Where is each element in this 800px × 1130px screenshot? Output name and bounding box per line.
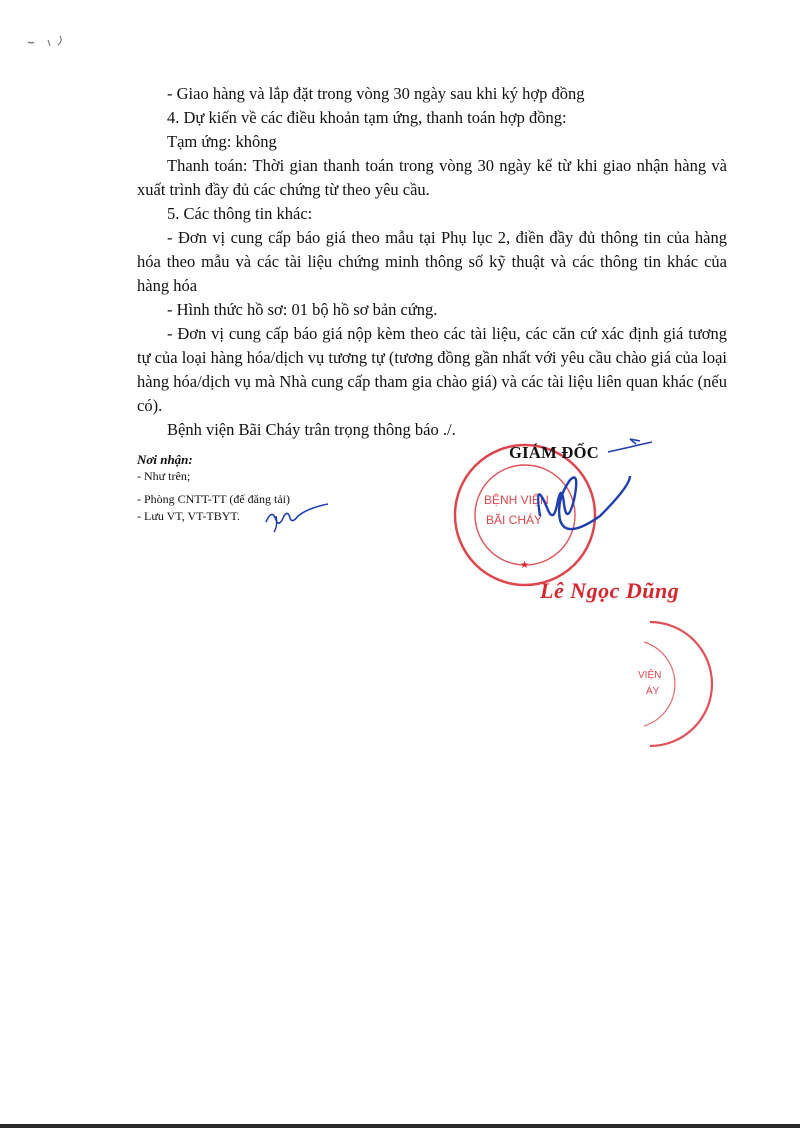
body-text: [137, 82, 727, 442]
recipient-item: - Lưu VT, VT-TBYT.: [137, 509, 240, 523]
seal-text-line1: BỆNH VIỆN: [484, 493, 549, 507]
scan-mark-icon: [20, 30, 80, 60]
dossier-form-line: - Hình thức hồ sơ: 01 bộ hồ sơ bản cứng.: [167, 300, 438, 319]
stamp-text-line1: VIỆN: [638, 670, 662, 681]
section-5-heading: 5. Các thông tin khác:: [167, 204, 313, 223]
payment-terms-paragraph: Thanh toán: Thời gian thanh toán trong vòng 30 ngày kể từ khi giao nhận hàng và xuất trình đầy đủ các chứng từ theo yêu cầu.: [137, 156, 727, 199]
seal-text-line2: BÃI CHÁY: [486, 513, 543, 527]
advance-payment-line: Tạm ứng: không: [167, 132, 277, 151]
director-title: GIÁM ĐỐC: [509, 443, 599, 462]
quote-form-paragraph: - Đơn vị cung cấp báo giá theo mẫu tại Phụ lục 2, điền đầy đủ thông tin của hàng hóa theo mẫu và các tài liệu chứng minh thông số kỹ thuật và các thông tin khác của hàng hóa: [137, 228, 727, 295]
partial-stamp-icon: [620, 612, 720, 752]
seal-star-icon: ★: [520, 560, 529, 571]
supporting-docs-paragraph: - Đơn vị cung cấp báo giá nộp kèm theo các tài liệu, các căn cứ xác định giá tương tự của loại hàng hóa/dịch vụ tương tự (tương đồng gần nhất với yêu cầu chào giá của loại hàng hóa/dịch vụ mà Nhà cung cấp tham gia chào giá) và các tài liệu liên quan khác (nếu có).: [137, 324, 727, 415]
section-4-heading: 4. Dự kiến về các điều khoản tạm ứng, thanh toán hợp đồng:: [167, 108, 567, 127]
signer-name: Lê Ngọc Dũng: [540, 578, 680, 603]
recipient-item: - Phòng CNTT-TT (để đăng tải): [137, 492, 290, 506]
delivery-line: - Giao hàng và lắp đặt trong vòng 30 ngày sau khi ký hợp đồng: [167, 84, 585, 103]
initials-signature-icon: [262, 502, 332, 534]
closing-line: Bệnh viện Bãi Cháy trân trọng thông báo ./.: [167, 420, 456, 439]
stamp-text-line2: ÁY: [646, 686, 660, 697]
scan-border-line: [0, 1124, 800, 1128]
recipient-item: - Như trên;: [137, 469, 191, 483]
recipients-heading: Nơi nhận:: [137, 452, 193, 467]
